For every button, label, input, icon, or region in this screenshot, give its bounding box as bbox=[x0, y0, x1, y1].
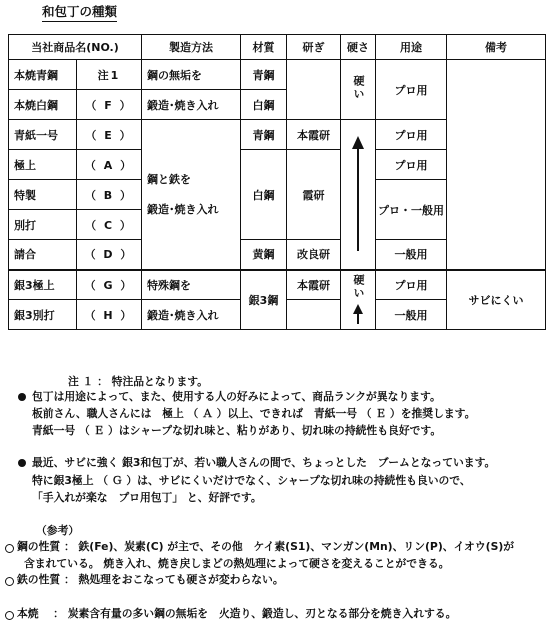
material-cell: 青鋼 bbox=[241, 120, 287, 150]
product-code: （ D ） bbox=[77, 240, 142, 270]
product-code: （ B ） bbox=[77, 180, 142, 210]
bullet-icon bbox=[18, 393, 26, 401]
reference-line: 鉄の性質 ： 熱処理をおこなっても硬さが変わらない。 bbox=[17, 573, 284, 586]
method-line: 鋼と鉄を bbox=[147, 173, 191, 187]
header-sharpening: 研ぎ bbox=[287, 35, 341, 60]
material-cell: 黄鋼 bbox=[241, 240, 287, 270]
product-name: 特製 bbox=[9, 180, 77, 210]
method-cell: 特殊鋼を bbox=[142, 270, 241, 300]
paragraph-line: 特に銀3極上 （ Ｇ ）は、サビにくいだけでなく、シャープな切れ味の持続性も良いので、 bbox=[32, 474, 471, 487]
material-cell: 白鋼 bbox=[241, 150, 287, 240]
hardness-cell: 硬い bbox=[341, 60, 376, 120]
product-code: 注1 bbox=[77, 60, 142, 90]
product-code: （ C ） bbox=[77, 210, 142, 240]
use-cell: プロ用 bbox=[376, 120, 447, 150]
use-cell: プロ・一般用 bbox=[376, 180, 447, 240]
product-name: 請合 bbox=[9, 240, 77, 270]
product-code: （ H ） bbox=[77, 300, 142, 330]
product-name: 別打 bbox=[9, 210, 77, 240]
header-product: 当社商品名(NO.) bbox=[9, 35, 142, 60]
remarks-cell bbox=[447, 60, 546, 270]
use-cell: プロ用 bbox=[376, 60, 447, 120]
header-method: 製造方法 bbox=[142, 35, 241, 60]
product-code: （ G ） bbox=[77, 270, 142, 300]
table-header-row bbox=[9, 35, 546, 60]
sharpening-cell: 霞研 bbox=[287, 150, 341, 240]
circle-bullet-icon bbox=[5, 544, 14, 553]
product-name: 本焼青鋼 bbox=[9, 60, 77, 90]
page-title: 和包丁の種類 bbox=[42, 2, 117, 22]
reference-line: 鋼の性質 ： 鉄(Fe)、炭素(C) が主で、その他 ケイ素(S1)、マンガン(Mn)、リン(P)、イオウ(S)が bbox=[17, 540, 515, 553]
material-cell: 銀3鋼 bbox=[241, 270, 287, 330]
hardness-arrow-cell bbox=[341, 120, 376, 270]
product-name: 青紙一号 bbox=[9, 120, 77, 150]
sharpening-cell bbox=[287, 60, 341, 120]
product-code: （ E ） bbox=[77, 120, 142, 150]
hardness-label: 硬い bbox=[352, 274, 365, 301]
header-material: 材質 bbox=[241, 35, 287, 60]
paragraph-line: 包丁は用途によって、また、使用する人の好みによって、商品ランクが異なります。 bbox=[32, 390, 441, 403]
sharpening-cell: 本霞研 bbox=[287, 270, 341, 300]
material-cell: 白鋼 bbox=[241, 90, 287, 120]
material-cell: 青鋼 bbox=[241, 60, 287, 90]
product-name: 極上 bbox=[9, 150, 77, 180]
method-cell bbox=[142, 120, 241, 270]
table-row bbox=[9, 60, 546, 90]
paragraph-line: 最近、サビに強く 銀3和包丁が、若い職人さんの間で、ちょっとした ブームとなっています。 bbox=[32, 456, 496, 469]
circle-bullet-icon bbox=[5, 611, 14, 620]
table-row bbox=[9, 270, 546, 300]
note-1: 注 １ ： 特注品となります。 bbox=[68, 375, 208, 388]
use-cell: 一般用 bbox=[376, 300, 447, 330]
product-name: 銀3極上 bbox=[9, 270, 77, 300]
reference-line: 含まれている。 焼き入れ、焼き戻しまどの熱処理によって硬さを変えることができる。 bbox=[24, 557, 450, 570]
sharpening-cell: 改良研 bbox=[287, 240, 341, 270]
use-cell: プロ用 bbox=[376, 270, 447, 300]
header-use: 用途 bbox=[376, 35, 447, 60]
paragraph-line: 青紙一号 （ Ｅ ）はシャープな切れ味と、粘りがあり、切れ味の持続性も良好です。 bbox=[32, 424, 442, 437]
hardness-cell bbox=[341, 270, 376, 330]
reference-line: 本焼 ： 炭素含有量の多い鋼の無垢を 火造り、鍛造し、刃となる部分を焼き入れする。 bbox=[17, 607, 457, 620]
product-code: （ A ） bbox=[77, 150, 142, 180]
paragraph-line: 板前さん、職人さんには 極上 （ Ａ ）以上、できれば 青紙一号 （ Ｅ ）を推奨します。 bbox=[32, 407, 476, 420]
product-name: 銀3別打 bbox=[9, 300, 77, 330]
use-cell: 一般用 bbox=[376, 240, 447, 270]
paragraph-line: 「手入れが楽な プロ用包丁」 と、好評です。 bbox=[32, 491, 262, 504]
method-line: 鍛造･焼き入れ bbox=[147, 203, 219, 217]
arrow-up-icon bbox=[352, 303, 364, 325]
method-cell: 鋼の無垢を bbox=[142, 60, 241, 90]
knife-types-table bbox=[8, 34, 546, 330]
header-remarks: 備考 bbox=[447, 35, 546, 60]
header-hardness: 硬さ bbox=[341, 35, 376, 60]
product-name: 本焼白鋼 bbox=[9, 90, 77, 120]
method-cell: 鍛造･焼き入れ bbox=[142, 90, 241, 120]
product-code: （ F ） bbox=[77, 90, 142, 120]
circle-bullet-icon bbox=[5, 577, 14, 586]
sharpening-cell: 本霞研 bbox=[287, 120, 341, 150]
bullet-icon bbox=[18, 459, 26, 467]
reference-heading: （参考） bbox=[36, 524, 80, 537]
method-cell: 鍛造･焼き入れ bbox=[142, 300, 241, 330]
use-cell: プロ用 bbox=[376, 150, 447, 180]
remarks-cell: サビにくい bbox=[447, 270, 546, 330]
sharpening-cell bbox=[287, 300, 341, 330]
arrow-up-icon bbox=[351, 135, 365, 253]
